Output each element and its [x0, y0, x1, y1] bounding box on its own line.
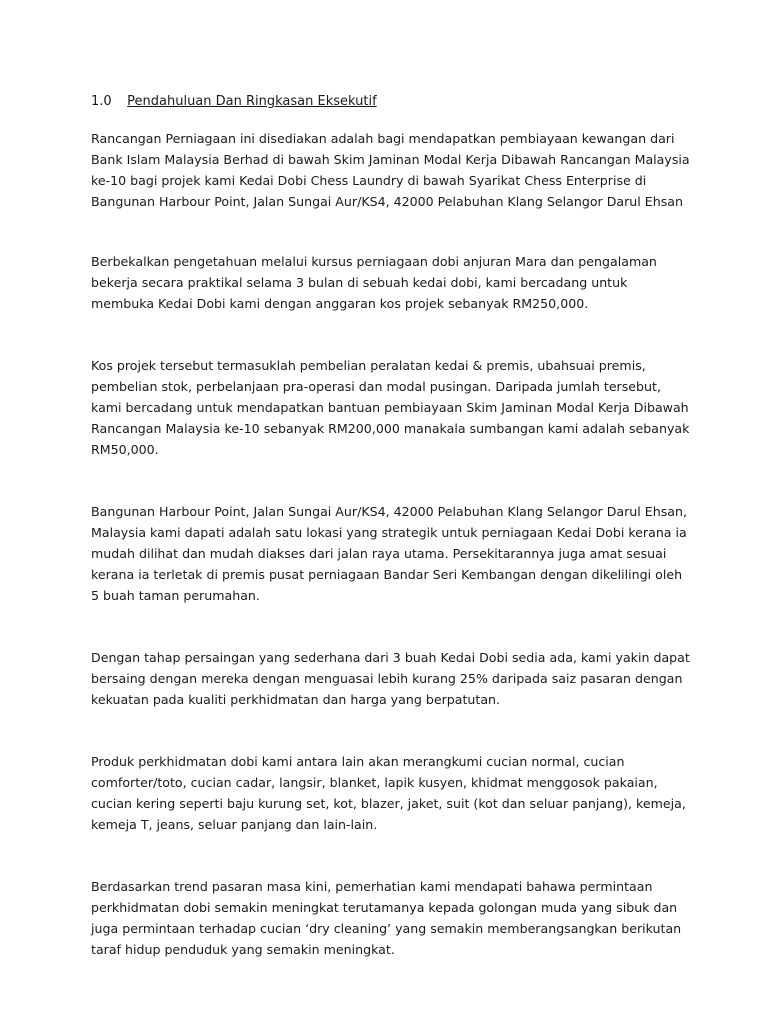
paragraph-spacer: [91, 606, 691, 647]
paragraph-financing-purpose: Rancangan Perniagaan ini disediakan adalah bagi mendapatkan pembiayaan kewangan dari Bank Islam Malaysia Berhad di bawah Skim Jaminan Modal Kerja Dibawah Rancangan Malaysia ke-10 bagi projek kami Kedai Dobi Chess Laundry di bawah Syarikat Chess Enterprise di Bangunan Harbour Point, Jalan Sungai Aur/KS4, 42000 Pelabuhan Klang Selangor Darul Ehsan: [91, 131, 690, 209]
section-heading: [91, 92, 691, 112]
section-number: 1.0: [91, 94, 112, 109]
section-title: Pendahuluan Dan Ringkasan Eksekutif: [127, 94, 377, 109]
paragraph-project-cost: Kos projek tersebut termasuklah pembelian peralatan kedai & premis, ubahsuai premis, pembelian stok, perbelanjaan pra-operasi dan modal pusingan. Daripada jumlah tersebut, kami bercadang untuk mendapatkan bantuan pembiayaan Skim Jaminan Modal Kerja Dibawah Rancangan Malaysia ke-10 sebanyak RM200,000 manakala sumbangan kami adalah sebanyak RM50,000.: [91, 358, 690, 457]
paragraph-market-trend: Berdasarkan trend pasaran masa kini, pemerhatian kami mendapati bahawa permintaan perkhidmatan dobi semakin meningkat terutamanya kepada golongan muda yang sibuk dan juga permintaan terhadap cucian ‘dry cleaning’ yang semakin memberangsangkan berikutan taraf hidup penduduk yang semakin meningkat.: [91, 879, 682, 957]
paragraph-spacer: [91, 710, 691, 751]
paragraph-services: Produk perkhidmatan dobi kami antara lain akan merangkumi cucian normal, cucian comforter/toto, cucian cadar, langsir, blanket, lapik kusyen, khidmat menggosok pakaian, cucian kering seperti baju kurung set, kot, blazer, jaket, suit (kot dan seluar panjang), kemeja, kemeja T, jeans, seluar panjang dan lain-lain.: [91, 754, 686, 832]
paragraph-spacer: [91, 460, 691, 501]
paragraph-location: Bangunan Harbour Point, Jalan Sungai Aur/KS4, 42000 Pelabuhan Klang Selangor Darul Ehsan, Malaysia kami dapati adalah satu lokasi yang strategik untuk perniagaan Kedai Dobi kerana ia mudah dilihat dan mudah diakses dari jalan raya utama. Persekitarannya juga amat sesuai kerana ia terletak di premis pusat perniagaan Bandar Seri Kembangan dengan dikelilingi oleh 5 buah taman perumahan.: [91, 504, 687, 603]
paragraph-spacer: [91, 314, 691, 355]
paragraph-competition: Dengan tahap persaingan yang sederhana dari 3 buah Kedai Dobi sedia ada, kami yakin dapat bersaing dengan mereka dengan menguasai lebih kurang 25% daripada saiz pasaran dengan kekuatan pada kualiti perkhidmatan dan harga yang berpatutan.: [91, 650, 690, 707]
paragraph-spacer: [91, 212, 691, 251]
paragraph-spacer: [91, 835, 691, 876]
paragraph-background: Berbekalkan pengetahuan melalui kursus perniagaan dobi anjuran Mara dan pengalaman bekerja secara praktikal selama 3 bulan di sebuah kedai dobi, kami bercadang untuk membuka Kedai Dobi kami dengan anggaran kos projek sebanyak RM250,000.: [91, 254, 657, 311]
document-body: [91, 92, 691, 960]
